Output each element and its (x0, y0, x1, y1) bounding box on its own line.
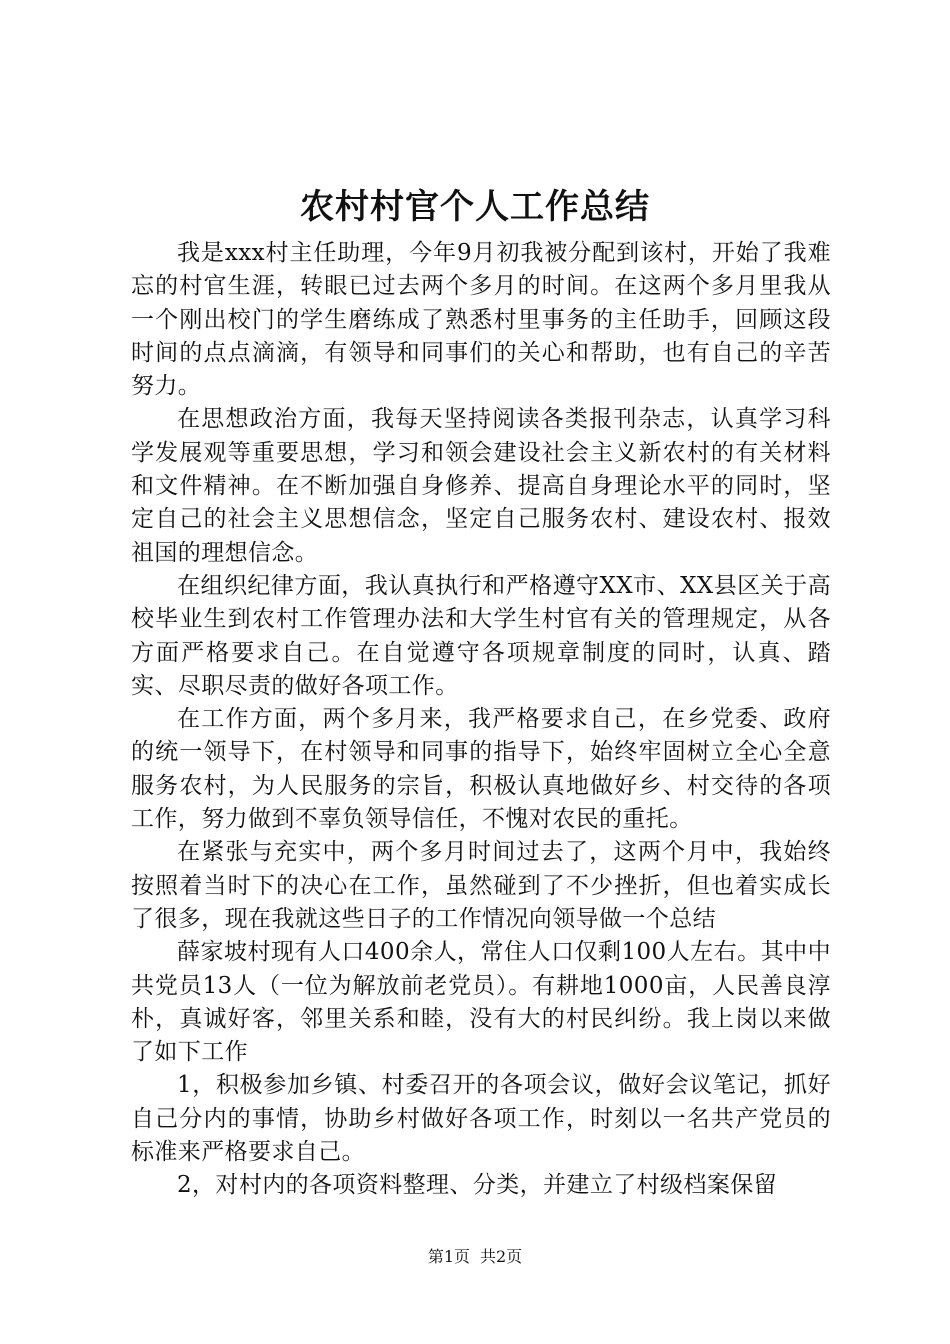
page-number-total: 共2页 (480, 1247, 523, 1266)
paragraph-work: 在工作方面，两个多月来，我严格要求自己，在乡党委、政府的统一领导下，在村领导和同事的指导下，始终牢固树立全心全意服务农村，为人民服务的宗旨，积极认真地做好乡、村交待的各项工作，努力做到不辜负领导信任，不愧对农民的重托。 (131, 706, 831, 833)
paragraph-village-info: 薛家坡村现有人口400余人，常住人口仅剩100人左右。其中中共党员13人（一位为解放前老党员）。有耕地1000亩，人民善良淳朴，真诚好客，邻里关系和睦，没有大的村民纠纷。我上岗以来做了如下工作 (131, 939, 831, 1066)
paragraph-intro: 我是xxx村主任助理，今年9月初我被分配到该村，开始了我难忘的村官生涯，转眼已过去两个多月的时间。在这两个多月里我从一个刚出校门的学生磨练成了熟悉村里事务的主任助手，回顾这段时间的点点滴滴，有领导和同事们的关心和帮助，也有自己的辛苦努力。 (131, 240, 831, 400)
document-title: 农村村官个人工作总结 (300, 187, 650, 227)
paragraph-political: 在思想政治方面，我每天坚持阅读各类报刊杂志，认真学习科学发展观等重要思想，学习和领会建设社会主义新农村的有关材料和文件精神。在不断加强自身修养、提高自身理论水平的同时，坚定自己的社会主义思想信念，坚定自己服务农村、建设农村、报效祖国的理想信念。 (131, 406, 831, 566)
document-body (131, 237, 831, 1203)
list-item-1: 1，积极参加乡镇、村委召开的各项会议，做好会议笔记，抓好自己分内的事情，协助乡村做好各项工作，时刻以一名共产党员的标准来严格要求自己。 (131, 1072, 831, 1166)
page-footer (0, 1245, 950, 1269)
paragraph-summary-intro: 在紧张与充实中，两个多月时间过去了，这两个月中，我始终按照着当时下的决心在工作，虽然碰到了不少挫折，但也着实成长了很多，现在我就这些日子的工作情况向领导做一个总结 (131, 839, 831, 932)
list-item-2: 2，对村内的各项资料整理、分类，并建立了村级档案保留 (177, 1172, 778, 1199)
page-number-current: 第1页 (427, 1247, 470, 1266)
paragraph-discipline: 在组织纪律方面，我认真执行和严格遵守XX市、XX县区关于高校毕业生到农村工作管理办法和大学生村官有关的管理规定，从各方面严格要求自己。在自觉遵守各项规章制度的同时，认真、踏实、尽职尽责的做好各项工作。 (131, 572, 831, 699)
